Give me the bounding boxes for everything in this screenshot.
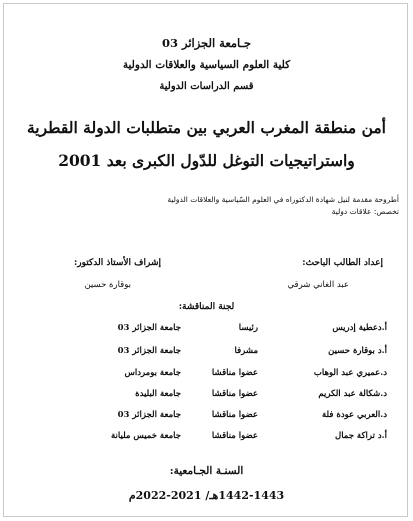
committee-row: [0, 410, 413, 426]
member-name: أ.د تراكة جمال: [335, 431, 387, 441]
member-university: جامعة الجزائر 03: [117, 346, 181, 356]
thesis-description: أطروحة مقدمة لنيل شهادة الدكتوراه في العلوم السّياسية والعلاقات الدولية: [167, 195, 399, 204]
committee-label: لجنة المناقشة:: [178, 302, 235, 312]
member-name: د.عميري عبد الوهاب: [313, 368, 387, 378]
member-university: جامعة الجزائر 03: [117, 410, 181, 420]
faculty-name: كلية العلوم السياسية والعلاقات الدولية: [122, 59, 291, 71]
department-name: قسم الدراسات الدولية: [159, 81, 254, 92]
member-university: جامعة البليدة: [135, 389, 181, 399]
member-role: مشرفا: [234, 346, 258, 356]
supervisor-label: إشراف الأستاذ الدكتور:: [73, 258, 161, 268]
member-name: د.شكالة عبد الكريم: [318, 389, 387, 399]
thesis-title-line-2: واستراتيجيات التوغل للدّول الكبرى بعد 2001: [58, 151, 355, 170]
supervisor-name: بوقارة حسين: [84, 280, 131, 290]
member-role: رئيسا: [238, 323, 258, 333]
member-name: أ.د بوقارة حسين: [328, 346, 387, 356]
member-role: عضوا مناقشا: [211, 368, 258, 378]
thesis-title-line-1: أمن منطقة المغرب العربي بين متطلبات الدولة القطرية: [27, 118, 386, 137]
committee-row: [0, 389, 413, 405]
university-name: جـامعة الجزائر 03: [161, 36, 252, 50]
committee-row: [0, 323, 413, 339]
student-label: إعداد الطالب الباحث:: [302, 258, 383, 268]
thesis-specialization: تخصص: علاقات دولية: [331, 207, 399, 216]
academic-year-label: السنـة الجـامعية:: [169, 465, 244, 477]
member-name: أ.دعطية إدريس: [332, 323, 387, 333]
member-role: عضوا مناقشا: [211, 389, 258, 399]
member-university: جامعة الجزائر 03: [117, 323, 181, 333]
student-name: عبد الغاني شرقي: [287, 280, 349, 290]
committee-row: [0, 346, 413, 362]
member-university: جامعة بومرداس: [124, 368, 181, 378]
academic-year-value: 1442-1443هـ/ 2021-2022م: [128, 489, 285, 502]
member-role: عضوا مناقشا: [211, 431, 258, 441]
member-university: جامعة خميس مليانة: [111, 431, 181, 441]
committee-row: [0, 368, 413, 384]
committee-row: [0, 431, 413, 447]
member-role: عضوا مناقشا: [211, 410, 258, 420]
member-name: د.العربي عودة فلة: [322, 410, 387, 420]
